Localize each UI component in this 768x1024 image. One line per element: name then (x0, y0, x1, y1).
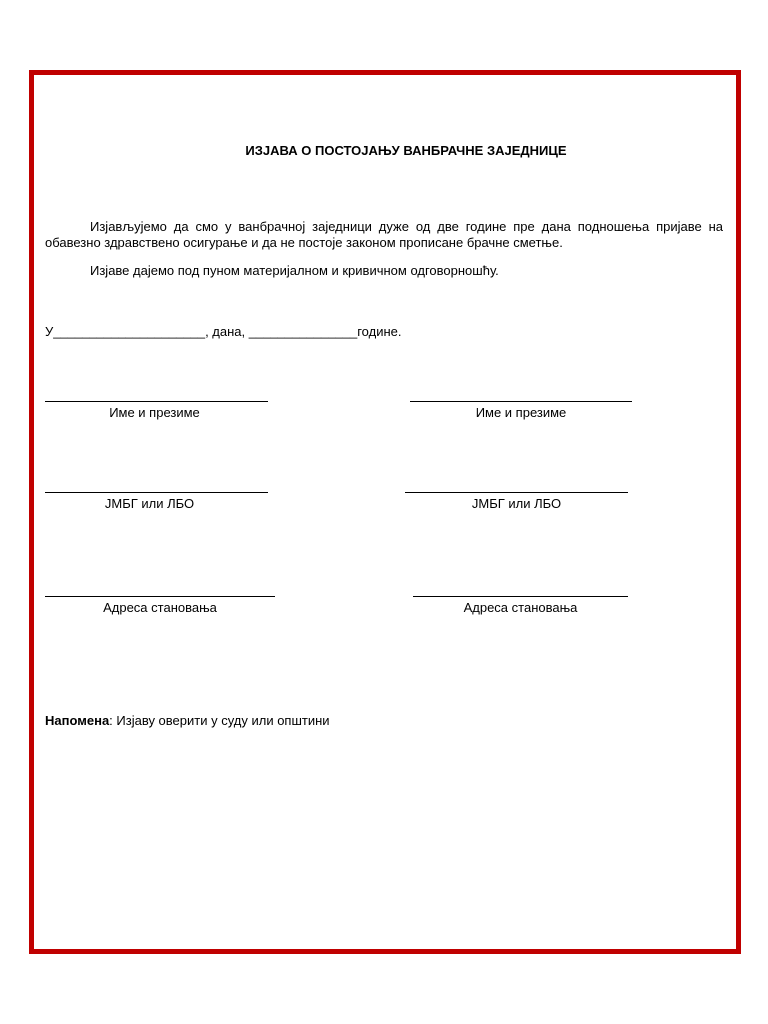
signature-line (45, 596, 275, 597)
name-signature-left (45, 401, 268, 420)
address-caption-right: Адреса становања (463, 600, 578, 615)
address-signature-left (45, 596, 275, 615)
place-date-line: У_____________________, дана, _______________године. (45, 324, 402, 339)
declaration-paragraph: Изјављујемо да смо у ванбрачној заједници дуже од две године пре дана подношења пријаве на обавезно здравствено осигурање и да не постоје законом прописане брачне сметње. (45, 219, 723, 250)
name-signature-right (410, 401, 632, 420)
note-label: Напомена (45, 713, 110, 728)
signature-line (410, 401, 632, 402)
document-frame (29, 70, 741, 954)
id-signature-left (45, 492, 268, 511)
document-title: ИЗЈАВА О ПОСТОЈАЊУ ВАНБРАЧНЕ ЗАЈЕДНИЦЕ (245, 143, 567, 158)
signature-line (45, 492, 268, 493)
id-caption-right: ЈМБГ или ЛБО (471, 496, 562, 511)
id-signature-right (405, 492, 628, 511)
signature-line (45, 401, 268, 402)
address-caption-left: Адреса становања (103, 600, 217, 615)
name-caption-right: Име и презиме (475, 405, 567, 420)
id-caption-left: ЈМБГ или ЛБО (104, 496, 195, 511)
signature-line (405, 492, 628, 493)
note (45, 713, 330, 728)
address-signature-right (413, 596, 628, 615)
responsibility-paragraph: Изјаве дајемо под пуном материјалном и кривичном одговорношћу. (90, 263, 499, 278)
name-caption-left: Име и презиме (109, 405, 200, 420)
signature-line (413, 596, 628, 597)
note-text: : Изјаву оверити у суду или општини (109, 713, 330, 728)
